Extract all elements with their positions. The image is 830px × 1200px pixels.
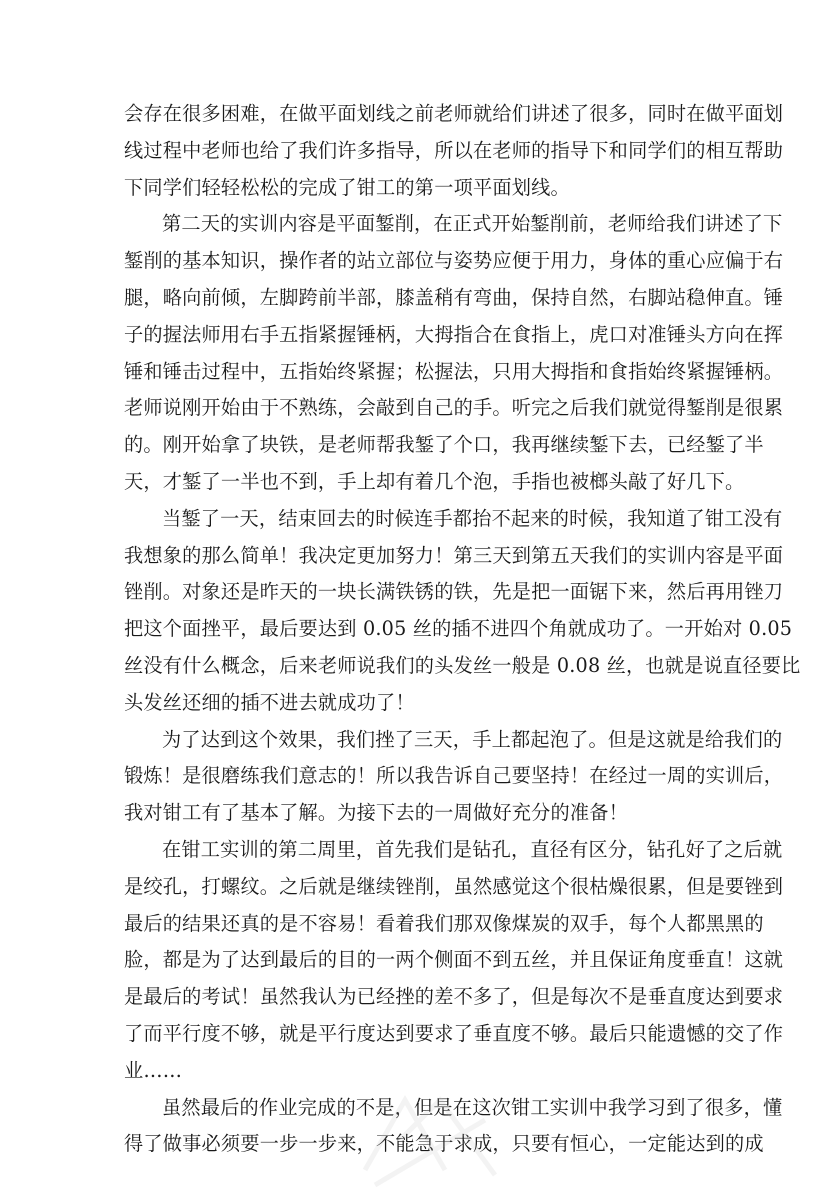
text-line: 了而平行度不够，就是平行度达到要求了垂直度不够。最后只能遗憾的交了作	[124, 1021, 784, 1045]
body-text	[124, 96, 801, 1163]
text-line: 的。刚开始拿了块铁，是老师帮我錾了个口，我再继续錾下去，已经錾了半	[124, 433, 764, 457]
text-line: 会存在很多困难，在做平面划线之前老师就给们讲述了很多，同时在做平面划	[124, 102, 784, 125]
text-line: 得了做事必须要一步一步来，不能急于求成，只要有恒心，一定能达到的成	[124, 1132, 764, 1156]
paragraph-first-line: 为了达到这个效果，我们挫了三天，手上都起泡了。但是这就是给我们的	[162, 727, 783, 751]
text-line: 天，才錾了一半也不到，手上却有着几个泡，手指也被榔头敲了好几下。	[124, 469, 745, 493]
text-line: 最后的结果还真的是不容易！看着我们那双像煤炭的双手，每个人都黑黑的	[124, 911, 764, 935]
text-line: 锤和锤击过程中，五指始终紧握；松握法，只用大拇指和食指始终紧握锤柄。	[124, 359, 784, 383]
text-line: 线过程中老师也给了我们许多指导，所以在老师的指导下和同学们的相互帮助	[124, 138, 784, 162]
paragraph-first-line: 第二天的实训内容是平面錾削，在正式开始錾削前，老师给我们讲述了下	[162, 212, 783, 236]
paragraph-first-line: 在钳工实训的第二周里，首先我们是钻孔，直径有区分，钻孔好了之后就	[162, 837, 783, 861]
text-line: 我想象的那么简单！我决定更加努力！第三天到第五天我们的实训内容是平面	[124, 543, 784, 567]
watermark-logo-icon	[345, 1080, 515, 1200]
text-line: 老师说刚开始由于不熟练，会敲到自己的手。听完之后我们就觉得錾削是很累	[124, 396, 784, 420]
text-line: 业……	[124, 1058, 183, 1082]
text-line: 腿，略向前倾，左脚跨前半部，膝盖稍有弯曲，保持自然，右脚站稳伸直。锤	[124, 285, 784, 309]
text-line: 把这个面挫平，最后要达到 0.05 丝的插不进四个角就成功了。一开始对 0.05	[124, 617, 793, 641]
paragraph-first-line: 虽然最后的作业完成的不是，但是在这次钳工实训中我学习到了很多，懂	[162, 1095, 783, 1119]
text-line: 下同学们轻轻松松的完成了钳工的第一项平面划线。	[124, 175, 570, 199]
text-line: 是绞孔，打螺纹。之后就是继续锉削，虽然感觉这个很枯燥很累，但是要锉到	[124, 874, 784, 898]
text-line: 头发丝还细的插不进去就成功了！	[124, 690, 415, 714]
text-line: 是最后的考试！虽然我认为已经挫的差不多了，但是每次不是垂直度达到要求	[124, 985, 784, 1009]
text-line: 脸，都是为了达到最后的目的一两个侧面不到五丝，并且保证角度垂直！这就	[124, 948, 784, 972]
text-line: 锉削。对象还是昨天的一块长满铁锈的铁，先是把一面锯下来，然后再用锉刀	[124, 580, 784, 604]
text-line: 锻炼！是很磨练我们意志的！所以我告诉自己要坚持！在经过一周的实训后，	[124, 764, 784, 788]
paragraph-first-line: 当錾了一天，结束回去的时候连手都抬不起来的时候，我知道了钳工没有	[162, 506, 783, 530]
text-line: 丝没有什么概念，后来老师说我们的头发丝一般是 0.08 丝，也就是说直径要比	[124, 653, 801, 677]
text-line: 子的握法师用右手五指紧握锤柄，大拇指合在食指上，虎口对准锤头方向在挥	[124, 322, 784, 346]
text-line: 錾削的基本知识，操作者的站立部位与姿势应便于用力，身体的重心应偏于右	[124, 249, 784, 273]
text-line: 我对钳工有了基本了解。为接下去的一周做好充分的准备！	[124, 801, 629, 825]
